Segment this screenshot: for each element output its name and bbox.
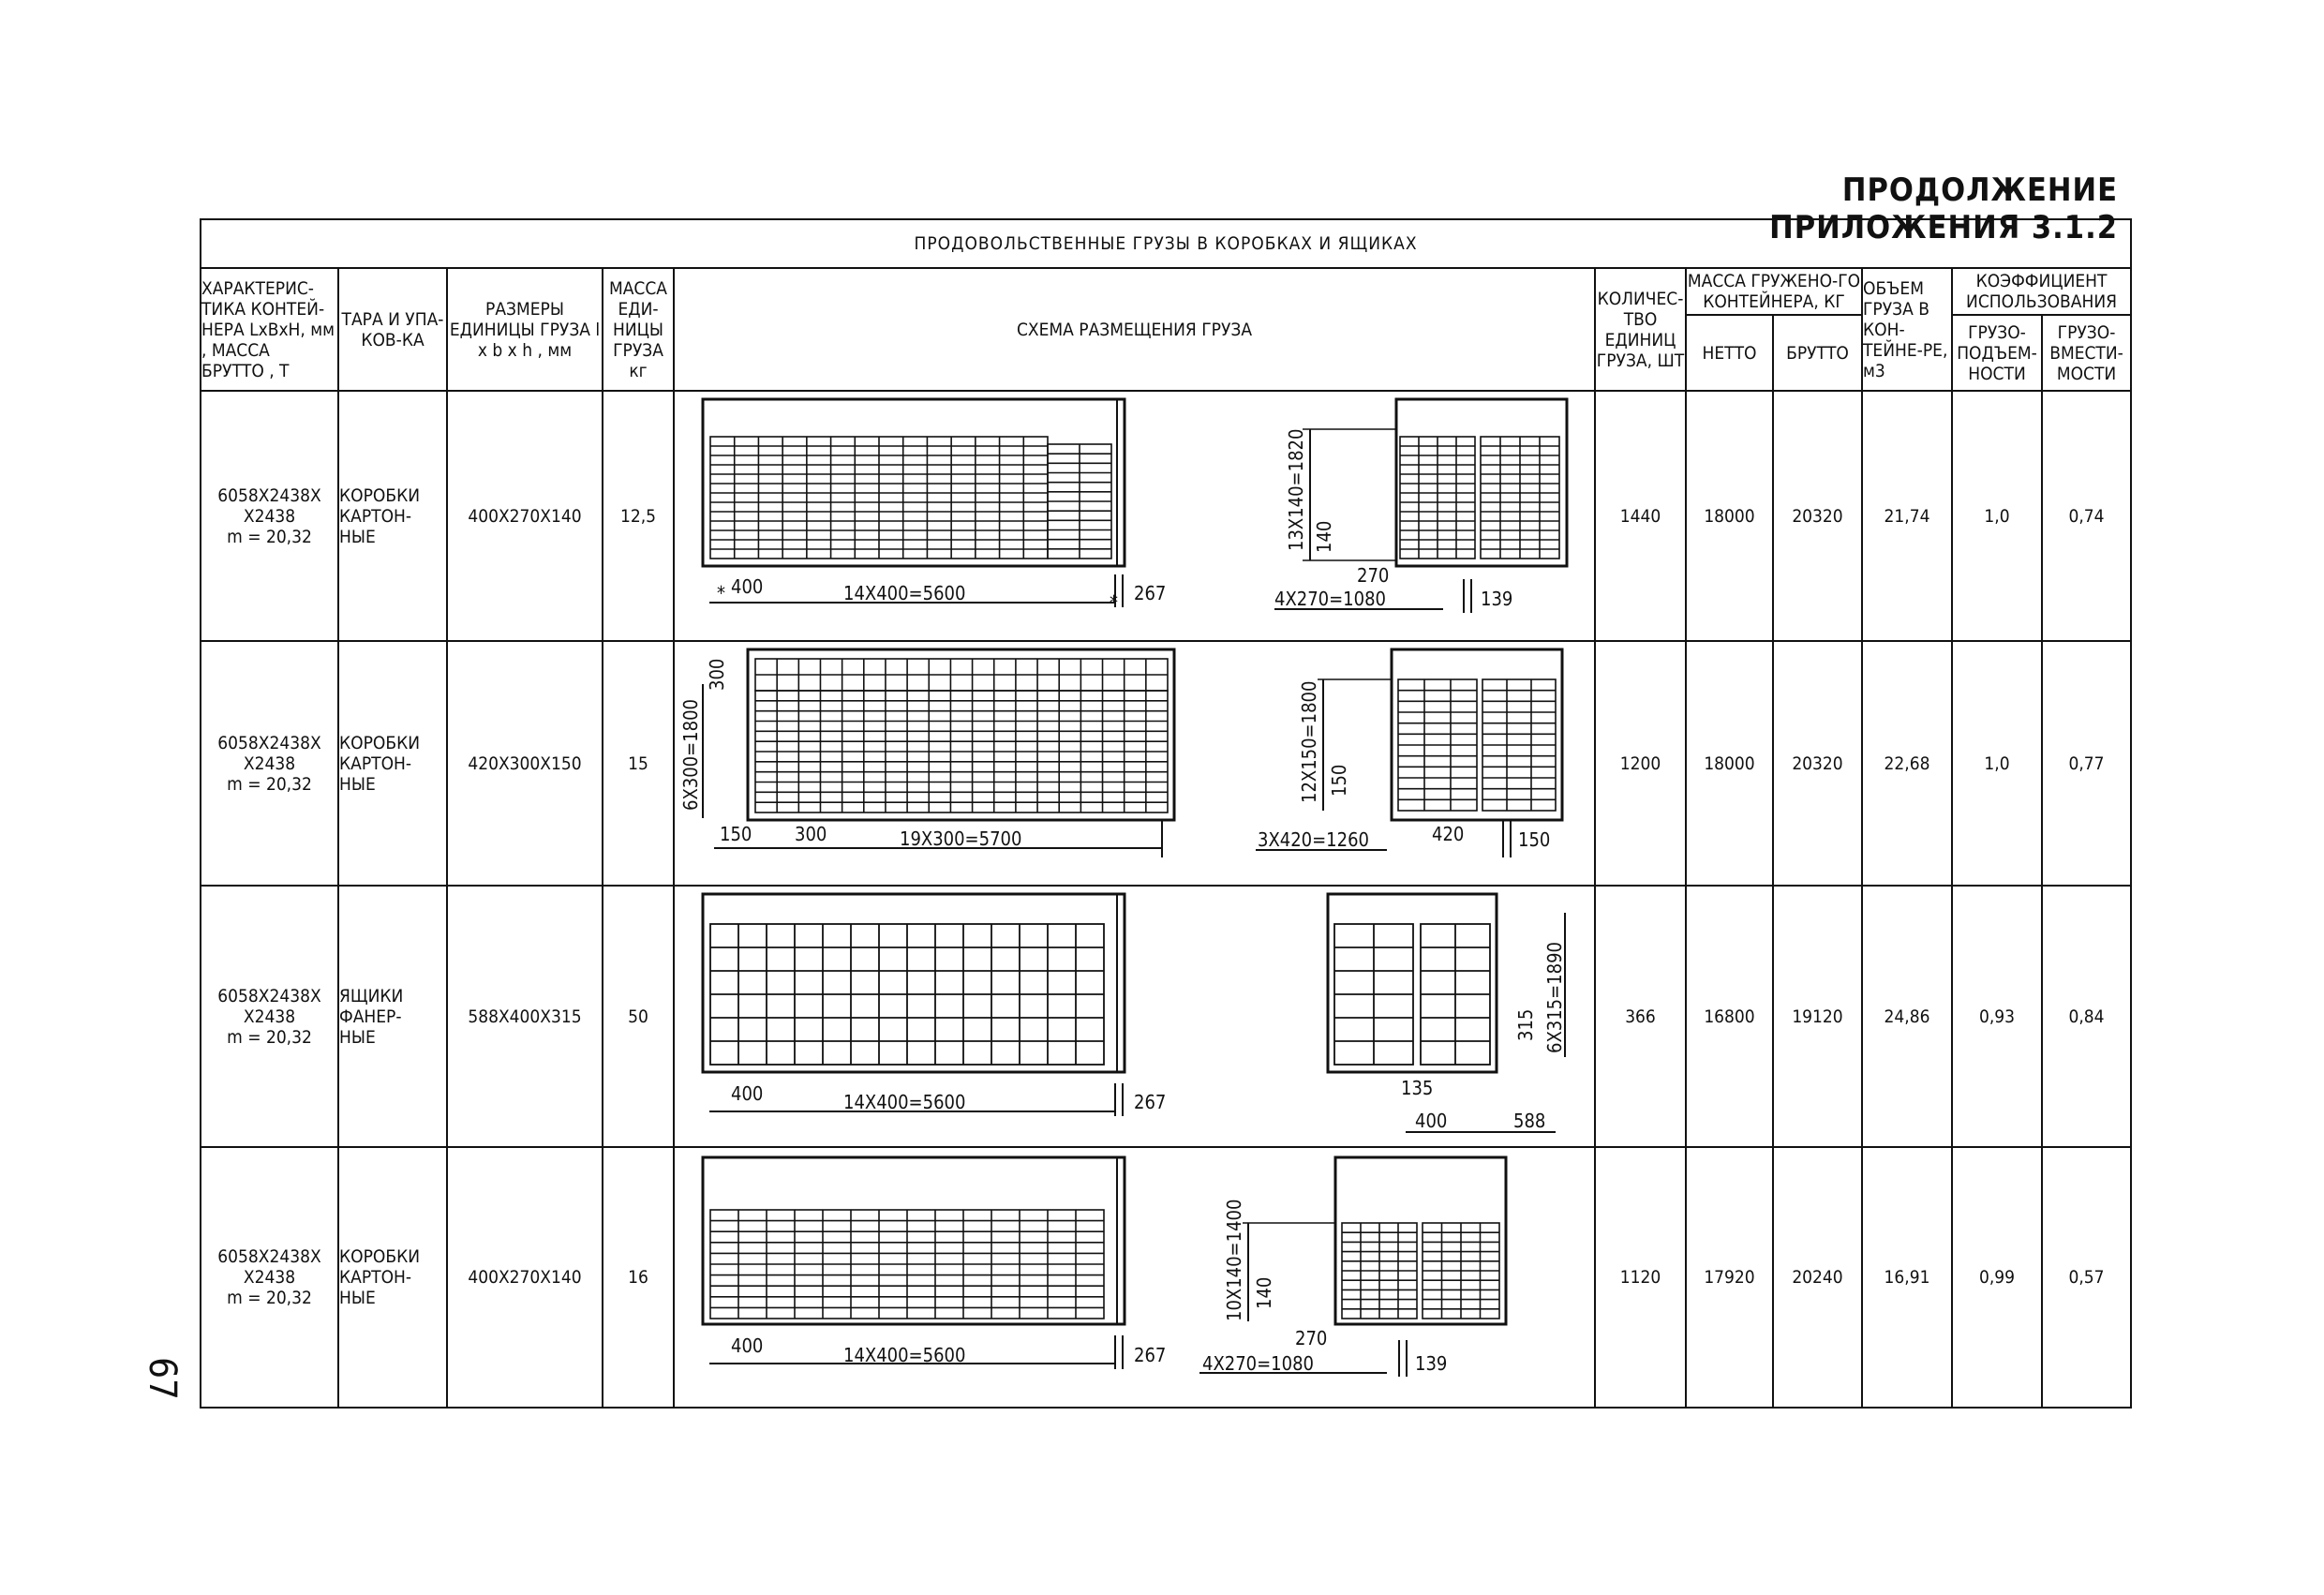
unit-dimensions: 400X270X140 <box>447 391 603 641</box>
header-mass-group: МАССА ГРУЖЕНО-ГО КОНТЕЙНЕРА, КГ <box>1686 268 1862 315</box>
volume: 21,74 <box>1862 391 1952 641</box>
gross-mass: 19120 <box>1773 886 1862 1147</box>
cargo-table <box>200 218 2132 1409</box>
dim-label: 400 <box>731 575 764 598</box>
table-row <box>201 886 2131 1147</box>
page-number: 67 <box>140 1357 184 1400</box>
dim-label: 267 <box>1134 582 1167 604</box>
gross-mass: 20320 <box>1773 391 1862 641</box>
packaging-line: КОРОБКИ <box>339 484 420 506</box>
coef-capacity: 0,77 <box>2042 641 2131 886</box>
packaging-line: ФАНЕР- <box>339 1006 402 1027</box>
unit-mass: 50 <box>603 886 674 1147</box>
dim-label: 420 <box>1432 823 1465 845</box>
dim-label: 19X300=5700 <box>900 827 1022 850</box>
unit-mass: 12,5 <box>603 391 674 641</box>
gross-mass: 20320 <box>1773 641 1862 886</box>
table-row <box>201 641 2131 886</box>
container-cell <box>201 391 338 641</box>
unit-dimensions: 420X300X150 <box>447 641 603 886</box>
unit-dimensions: 588X400X315 <box>447 886 603 1147</box>
header-scheme: СХЕМА РАЗМЕЩЕНИЯ ГРУЗА <box>674 268 1595 391</box>
dim-label: 14X400=5600 <box>843 582 966 604</box>
header-volume: ОБЪЕМ ГРУЗА В КОН-ТЕЙНЕ-РЕ, м3 <box>1862 268 1952 391</box>
packaging-line: КАРТОН- <box>339 1267 412 1288</box>
dim-label: 267 <box>1134 1091 1167 1113</box>
container-dims-2: X2438 <box>243 1267 296 1288</box>
dim-label: 267 <box>1134 1344 1167 1366</box>
net-mass: 18000 <box>1686 641 1773 886</box>
header-quantity: КОЛИЧЕС-ТВО ЕДИНИЦ ГРУЗА, ШТ <box>1595 268 1686 391</box>
container-dims-2: X2438 <box>243 1006 296 1027</box>
dim-tick: * <box>717 582 725 604</box>
dim-label: 300 <box>795 823 827 845</box>
scheme-drawing-1 <box>675 392 1596 640</box>
container-mass: m = 20,32 <box>227 1288 312 1308</box>
table-row <box>201 391 2131 641</box>
dim-label: 150 <box>720 823 752 845</box>
header-packaging: ТАРА И УПА-КОВ-КА <box>338 268 447 391</box>
dim-label: 135 <box>1401 1077 1434 1099</box>
dim-label: 14X400=5600 <box>843 1344 966 1366</box>
container-dims: 6058X2438X <box>217 732 321 753</box>
dim-label: 14X400=5600 <box>843 1091 966 1113</box>
dim-label: 3X420=1260 <box>1258 828 1369 851</box>
dim-label: 150 <box>1328 764 1350 797</box>
dim-label: 4X270=1080 <box>1202 1352 1314 1375</box>
header-container: ХАРАКТЕРИС-ТИКА КОНТЕЙ-НЕРА LxBxH, мм , МАССА БРУТТО , Т <box>201 268 338 391</box>
packaging-line: НЫЕ <box>339 1288 376 1308</box>
packaging-line: НЫЕ <box>339 1026 376 1048</box>
dim-label: 10X140=1400 <box>1223 1199 1245 1321</box>
container-dims: 6058X2438X <box>217 985 321 1006</box>
quantity: 1200 <box>1595 641 1686 886</box>
coef-load: 1,0 <box>1952 391 2042 641</box>
unit-mass: 16 <box>603 1147 674 1408</box>
dim-label: 140 <box>1253 1276 1275 1309</box>
dim-label: 400 <box>731 1082 764 1105</box>
container-cell <box>201 641 338 886</box>
loading-scheme <box>674 886 1595 1147</box>
gross-mass: 20240 <box>1773 1147 1862 1408</box>
coef-load: 0,99 <box>1952 1147 2042 1408</box>
container-dims: 6058X2438X <box>217 1246 321 1267</box>
dim-label: 300 <box>706 658 728 691</box>
net-mass: 17920 <box>1686 1147 1773 1408</box>
coef-capacity: 0,84 <box>2042 886 2131 1147</box>
dim-label: 270 <box>1357 564 1390 587</box>
header-coef-group: КОЭФФИЦИЕНТ ИСПОЛЬЗОВАНИЯ <box>1952 268 2131 315</box>
quantity: 1120 <box>1595 1147 1686 1408</box>
container-cell <box>201 1147 338 1408</box>
packaging-line: КОРОБКИ <box>339 732 420 753</box>
dim-label: 12X150=1800 <box>1298 680 1320 803</box>
dim-label: 400 <box>1415 1110 1448 1132</box>
packaging-line: ЯЩИКИ <box>339 985 404 1006</box>
quantity: 1440 <box>1595 391 1686 641</box>
container-mass: m = 20,32 <box>227 526 312 547</box>
dim-tick: * <box>1110 591 1118 614</box>
net-mass: 16800 <box>1686 886 1773 1147</box>
dim-label: 588 <box>1513 1110 1546 1132</box>
packaging-line: КОРОБКИ <box>339 1246 420 1267</box>
dim-label: 139 <box>1415 1352 1448 1375</box>
table-row <box>201 1147 2131 1408</box>
container-cell <box>201 886 338 1147</box>
dim-label: 6X315=1890 <box>1543 942 1566 1053</box>
dim-label: 140 <box>1313 520 1335 553</box>
scheme-drawing-3 <box>675 887 1596 1146</box>
dim-label: 13X140=1820 <box>1285 428 1307 551</box>
unit-mass: 15 <box>603 641 674 886</box>
packaging-cell <box>338 391 447 641</box>
dim-label: 400 <box>731 1334 764 1357</box>
packaging-cell <box>338 641 447 886</box>
container-dims-2: X2438 <box>243 753 296 774</box>
packaging-line: НЫЕ <box>339 773 376 795</box>
volume: 16,91 <box>1862 1147 1952 1408</box>
dim-label: 150 <box>1518 828 1551 851</box>
packaging-line: КАРТОН- <box>339 753 412 774</box>
dim-label: 4X270=1080 <box>1274 588 1386 610</box>
quantity: 366 <box>1595 886 1686 1147</box>
loading-scheme <box>674 641 1595 886</box>
packaging-cell <box>338 1147 447 1408</box>
net-mass: 18000 <box>1686 391 1773 641</box>
coef-load: 1,0 <box>1952 641 2042 886</box>
scheme-drawing-2 <box>675 642 1596 885</box>
container-mass: m = 20,32 <box>227 1026 312 1048</box>
container-dims-2: X2438 <box>243 505 296 527</box>
coef-load: 0,93 <box>1952 886 2042 1147</box>
coef-capacity: 0,57 <box>2042 1147 2131 1408</box>
header-dimensions: РАЗМЕРЫ ЕДИНИЦЫ ГРУЗА l x b x h , мм <box>447 268 603 391</box>
header-net: НЕТТО <box>1686 315 1773 391</box>
container-mass: m = 20,32 <box>227 773 312 795</box>
dim-label: 270 <box>1295 1327 1328 1349</box>
scheme-drawing-4 <box>675 1148 1596 1407</box>
header-coef-capacity: ГРУЗО-ВМЕСТИ-МОСТИ <box>2042 315 2131 391</box>
container-dims: 6058X2438X <box>217 484 321 506</box>
section-title: ПРОДОВОЛЬСТВЕННЫЕ ГРУЗЫ В КОРОБКАХ И ЯЩИКАХ <box>201 219 2131 268</box>
volume: 24,86 <box>1862 886 1952 1147</box>
unit-dimensions: 400X270X140 <box>447 1147 603 1408</box>
header-gross: БРУТТО <box>1773 315 1862 391</box>
packaging-line: НЫЕ <box>339 526 376 547</box>
packaging-cell <box>338 886 447 1147</box>
header-coef-load: ГРУЗО-ПОДЪЕМ-НОСТИ <box>1952 315 2042 391</box>
coef-capacity: 0,74 <box>2042 391 2131 641</box>
dim-label: 315 <box>1514 1008 1537 1041</box>
packaging-line: КАРТОН- <box>339 505 412 527</box>
dim-label: 139 <box>1481 588 1513 610</box>
volume: 22,68 <box>1862 641 1952 886</box>
appendix-title: ПРОДОЛЖЕНИЕ ПРИЛОЖЕНИЯ 3.1.2 <box>1769 171 2118 246</box>
dim-label: 6X300=1800 <box>679 699 702 811</box>
header-unit-mass: МАССА ЕДИ-НИЦЫ ГРУЗА кг <box>603 268 674 391</box>
loading-scheme <box>674 1147 1595 1408</box>
loading-scheme <box>674 391 1595 641</box>
